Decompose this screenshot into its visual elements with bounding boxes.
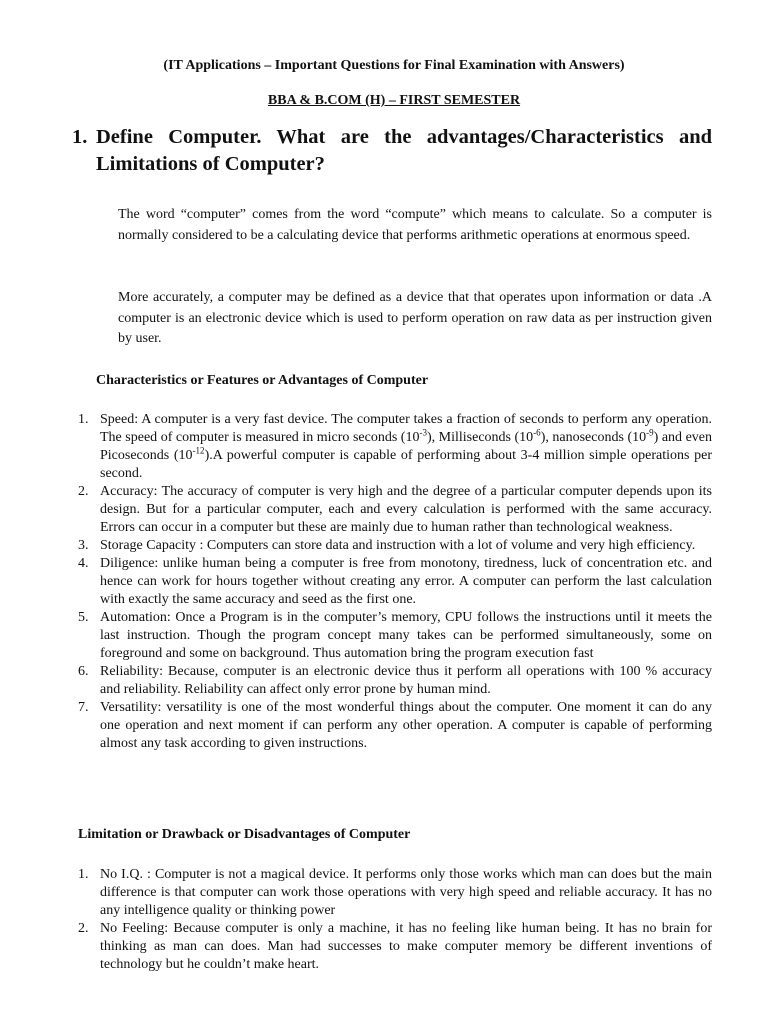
- characteristics-heading: Characteristics or Features or Advantages of Computer: [96, 373, 429, 388]
- list-item-text: No I.Q. : Computer is not a magical device. It performs only those works which man can does but the main difference is that computer can work those operations with very high speed and reliable accuracy. It has no any intelligence quality or thinking power: [100, 867, 712, 918]
- limitations-heading: Limitation or Drawback or Disadvantages of Computer: [78, 827, 411, 842]
- list-item-number: 4.: [78, 556, 89, 571]
- list-item-text: Diligence: unlike human being a computer is free from monotony, tiredness, luck of concentration etc. and hence can work for hours together without creating any error. A computer can perform the last calculation with exactly the same accuracy and seed as the first one.: [100, 556, 712, 607]
- list-item: [78, 609, 712, 663]
- list-item-number: 1.: [78, 867, 89, 882]
- list-item: [78, 866, 712, 920]
- list-item: [78, 411, 712, 483]
- definition-paragraph: More accurately, a computer may be defined as a device that that operates upon information or data .A computer is an electronic device which is used to perform operation on raw data as per instruction given by user.: [118, 290, 712, 346]
- list-item-text: Automation: Once a Program is in the computer’s memory, CPU follows the instructions until it meets the last instruction. Though the program concept many takes can be performed simultaneously, some on foreground and some on background. Thus automation bring the program execution fast: [100, 610, 712, 661]
- question-number: 1.: [72, 126, 88, 148]
- list-item: [78, 920, 712, 974]
- list-item-text: Accuracy: The accuracy of computer is very high and the degree of a particular computer depends upon its design. But for a particular computer, each and every calculation is performed with the same accuracy. Errors can occur in a computer but these are mainly due to human rather than technological weakness.: [100, 484, 712, 535]
- intro-paragraph: The word “computer” comes from the word “compute” which means to calculate. So a computer is normally considered to be a calculating device that performs arithmetic operations at enormous speed.: [118, 207, 712, 243]
- question-text: Define Computer. What are the advantages/Characteristics and Limitations of Computer?: [96, 126, 712, 175]
- list-item-number: 3.: [78, 538, 89, 553]
- list-item-number: 5.: [78, 610, 89, 625]
- list-item-text: Storage Capacity : Computers can store data and instruction with a lot of volume and very high efficiency.: [100, 538, 696, 553]
- list-item-text: No Feeling: Because computer is only a machine, it has no feeling like human being. It has no brain for thinking as man can does. Man had successes to make computer memory be different inventions of technology but he couldn’t make heart.: [100, 921, 712, 972]
- list-item-number: 2.: [78, 921, 89, 936]
- list-item-text: Reliability: Because, computer is an electronic device thus it perform all operations with 100 % accuracy and reliability. Reliability can affect only error prone by human mind.: [100, 664, 712, 697]
- list-item-text: Speed: A computer is a very fast device. The computer takes a fraction of seconds to perform any operation. The speed of computer is measured in micro seconds $(10^{-3})$, Milliseconds $(10^{-6})$, nanoseconds $(10^{-9})$ and even Picoseconds $(10^{-12}).A$ powerful computer is capable of performing about 3-4 million simple operations per second.: [100, 412, 712, 481]
- list-item: [78, 699, 712, 753]
- list-item: [78, 537, 712, 555]
- characteristics-list: [78, 411, 712, 753]
- list-item-number: 7.: [78, 700, 89, 715]
- list-item-number: 6.: [78, 664, 89, 679]
- list-item-number: 1.: [78, 412, 89, 427]
- list-item-number: 2.: [78, 484, 89, 499]
- list-item-text: Versatility: versatility is one of the most wonderful things about the computer. One moment it can do any one operation and next moment if can perform any other operation. A computer is capable of performing almost any task according to given instructions.: [100, 700, 712, 751]
- list-item: [78, 663, 712, 699]
- limitations-list: [78, 866, 712, 974]
- document-title: (IT Applications – Important Questions for Final Examination with Answers): [163, 58, 625, 73]
- document-subtitle: BBA & B.COM (H) – FIRST SEMESTER: [267, 93, 521, 108]
- list-item: [78, 555, 712, 609]
- list-item: [78, 483, 712, 537]
- question-heading: [72, 124, 712, 178]
